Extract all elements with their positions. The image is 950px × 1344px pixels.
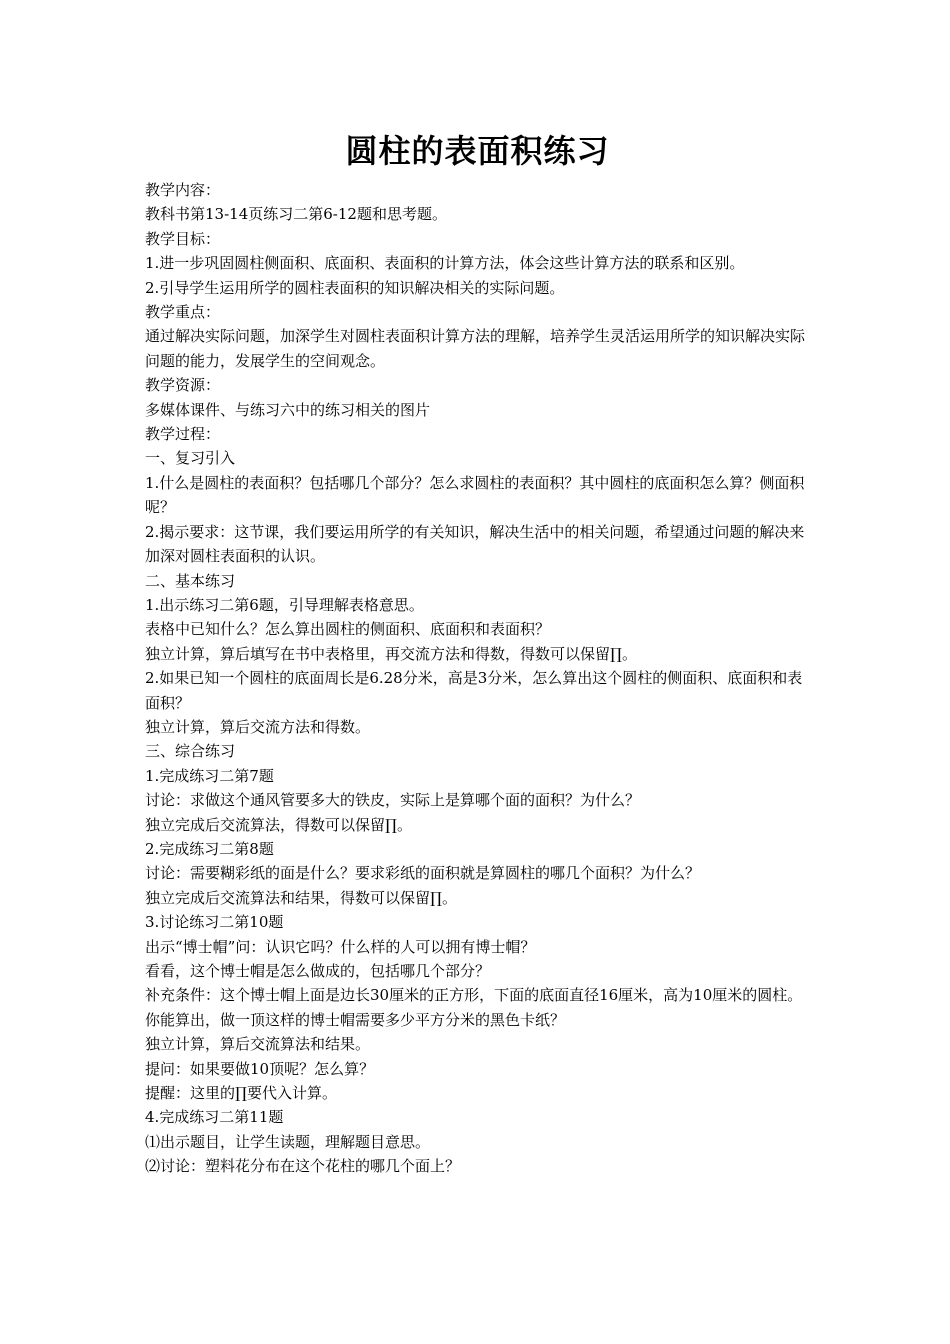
paragraph-line: 1.出示练习二第6题，引导理解表格意思。 (145, 595, 424, 614)
paragraph-line: 教学过程： (145, 425, 221, 444)
paragraph-line: 独立计算，算后填写在书中表格里，再交流方法和得数，得数可以保留∏。 (145, 644, 637, 663)
document-page (145, 128, 810, 1179)
paragraph-line: 通过解决实际问题，加深学生对圆柱表面积计算方法的理解，培养学生灵活运用所学的知识解决实际问题的能力，发展学生的空间观念。 (145, 327, 806, 370)
paragraph-line: 看看，这个博士帽是怎么做成的，包括哪几个部分？ (145, 962, 491, 980)
paragraph-line: 教科书第13-14页练习二第6-12题和思考题。 (145, 205, 447, 224)
paragraph-line: 1.什么是圆柱的表面积？包括哪几个部分？怎么求圆柱的表面积？其中圆柱的底面积怎么算？侧面积呢？ (145, 473, 805, 517)
paragraph-line: 多媒体课件、与练习六中的练习相关的图片 (145, 400, 431, 419)
paragraph-line: 讨论：需要糊彩纸的面是什么？要求彩纸的面积就是算圆柱的哪几个面积？为什么？ (145, 864, 701, 883)
paragraph-line: 教学内容： (145, 181, 221, 199)
paragraph-line: 提问：如果要做10顶呢？怎么算？ (145, 1059, 375, 1078)
paragraph-line: 独立计算，算后交流方法和得数。 (145, 717, 371, 736)
paragraph-line: 三、综合练习 (145, 742, 236, 761)
paragraph-line: 提醒：这里的∏要代入计算。 (145, 1084, 337, 1103)
paragraph-line: 出示“博士帽”问：认识它吗？什么样的人可以拥有博士帽？ (145, 937, 536, 956)
paragraph-line: 2.如果已知一个圆柱的底面周长是6.28分米，高是3分米，怎么算出这个圆柱的侧面积、底面积和表面积？ (145, 669, 803, 712)
paragraph-line: 2.完成练习二第8题 (145, 839, 274, 858)
paragraph-line: 教学重点： (145, 303, 221, 322)
paragraph-line: 2.引导学生运用所学的圆柱表面积的知识解决相关的实际问题。 (145, 278, 565, 297)
paragraph-line: 2.揭示要求：这节课，我们要运用所学的有关知识，解决生活中的相关问题，希望通过问题的解决来加深对圆柱表面积的认识。 (145, 522, 805, 566)
paragraph-line: 讨论：求做这个通风管要多大的铁皮，实际上是算哪个面的面积？为什么？ (145, 791, 641, 810)
paragraph-line: 你能算出，做一顶这样的博士帽需要多少平方分米的黑色卡纸？ (145, 1010, 566, 1029)
paragraph-line: 1.进一步巩固圆柱侧面积、底面积、表面积的计算方法，体会这些计算方法的联系和区别。 (145, 254, 745, 273)
paragraph-line: ⑴出示题目，让学生读题，理解题目意思。 (145, 1132, 431, 1151)
paragraph-line: ⑵讨论：塑料花分布在这个花柱的哪几个面上？ (145, 1157, 461, 1176)
paragraph-line: 独立完成后交流算法和结果，得数可以保留∏。 (145, 888, 457, 907)
paragraph-line: 表格中已知什么？怎么算出圆柱的侧面积、底面积和表面积？ (145, 620, 551, 639)
paragraph-line: 一、复习引入 (145, 449, 236, 468)
document-body (145, 178, 810, 1179)
paragraph-line: 教学目标： (145, 229, 221, 248)
paragraph-line: 4.完成练习二第11题 (145, 1108, 284, 1127)
paragraph-line: 补充条件：这个博士帽上面是边长30厘米的正方形，下面的底面直径16厘米，高为10厘米的圆柱。 (145, 986, 803, 1005)
document-title: 圆柱的表面积练习 (345, 132, 610, 170)
paragraph-line: 3.讨论练习二第10题 (145, 913, 284, 932)
paragraph-line: 教学资源： (145, 376, 221, 395)
paragraph-line: 1.完成练习二第7题 (145, 766, 274, 785)
paragraph-line: 二、基本练习 (145, 571, 236, 590)
paragraph-line: 独立完成后交流算法，得数可以保留∏。 (145, 815, 412, 834)
paragraph-line: 独立计算，算后交流算法和结果。 (145, 1035, 371, 1054)
